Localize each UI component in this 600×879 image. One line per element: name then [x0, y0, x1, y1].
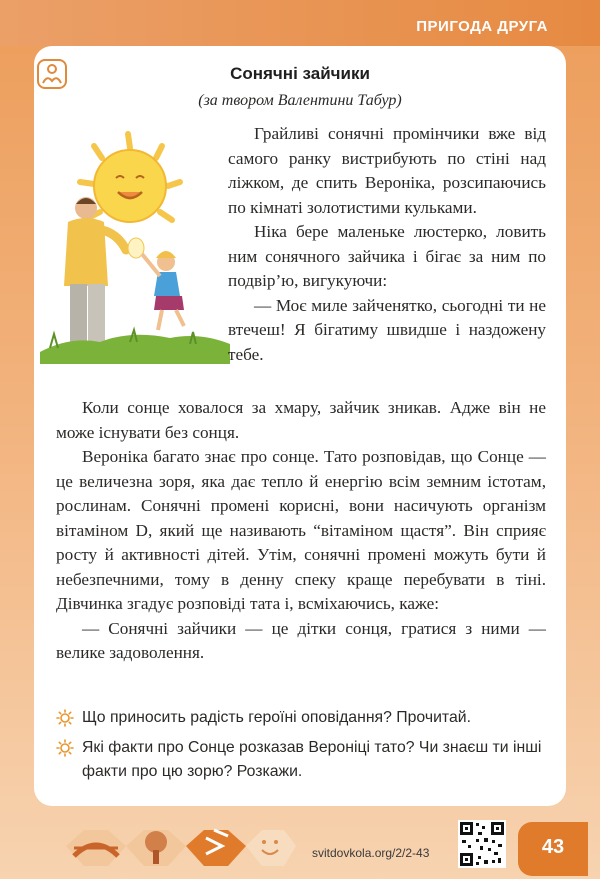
- smile-icon: [246, 830, 296, 866]
- bridge-icon: [66, 830, 126, 866]
- story-text-bottom: [56, 396, 546, 666]
- story-dialog: — Моє миле зайченятко, сьогодні ти не втечеш! Я бігатиму швидше і наздожену тебе.: [228, 295, 546, 364]
- reading-logo-icon: [36, 58, 68, 90]
- story-dialog: — Сонячні зайчики — це дітки сонця, гратися з ними — велике задоволення.: [56, 618, 546, 662]
- sun-icon: [56, 709, 74, 727]
- question-item: [56, 736, 556, 784]
- story-text-top: [228, 122, 546, 367]
- story-paragraph: Ніка бере маленьке люстерко, ловить ним сонячного зайчика і бігає за ним по подвір’ю, вигукуючи:: [228, 222, 546, 290]
- story-author: (за твором Валентини Табур): [198, 92, 402, 109]
- footer-link[interactable]: svitdovkola.org/2/2-43: [312, 846, 430, 860]
- story-title: Сонячні зайчики: [230, 64, 370, 83]
- question-text: Що приносить радість героїні оповідання? Прочитай.: [82, 709, 471, 726]
- section-title: ПРИГОДА ДРУГА: [416, 18, 548, 35]
- question-item: [56, 706, 556, 730]
- questions-list: [56, 706, 556, 790]
- arrows-icon: [186, 830, 246, 866]
- tree-icon: [126, 830, 186, 866]
- sun-icon: [56, 739, 74, 757]
- footer-icons: [56, 808, 296, 879]
- story-illustration: [40, 126, 230, 364]
- question-text: Які факти про Сонце розказав Вероніці тато? Чи знаєш ти інші факти про цю зорю? Розкажи.: [82, 739, 542, 780]
- page-number: 43: [541, 836, 565, 858]
- story-paragraph: Грайливі сонячні промінчики вже від самого ранку вистрибують по стіні над ліжком, де спить Вероніка, розсипаючись по кімнаті золотистими кульками.: [228, 124, 546, 217]
- qr-code-icon[interactable]: [458, 820, 506, 868]
- story-paragraph: Коли сонце ховалося за хмару, зайчик зникав. Адже він не може існувати без сонця.: [56, 398, 546, 442]
- story-paragraph: Вероніка багато знає про сонце. Тато розповідав, що Сонце — це величезна зоря, яка дає тепло й енергію всім земним істотам, рослинам. Сонячні промені корисні, вони насичують організм вітаміном D, який ще називають “вітаміном щастя”. Він сприяє росту й активності дітей. Утім, сонячні промені можуть бути й небезпечними, тому в денну спеку краще перебувати в тіні. Дівчинка згадує розповіді тата і, всміхаючись, каже:: [56, 447, 546, 613]
- page-number-badge: [518, 822, 588, 876]
